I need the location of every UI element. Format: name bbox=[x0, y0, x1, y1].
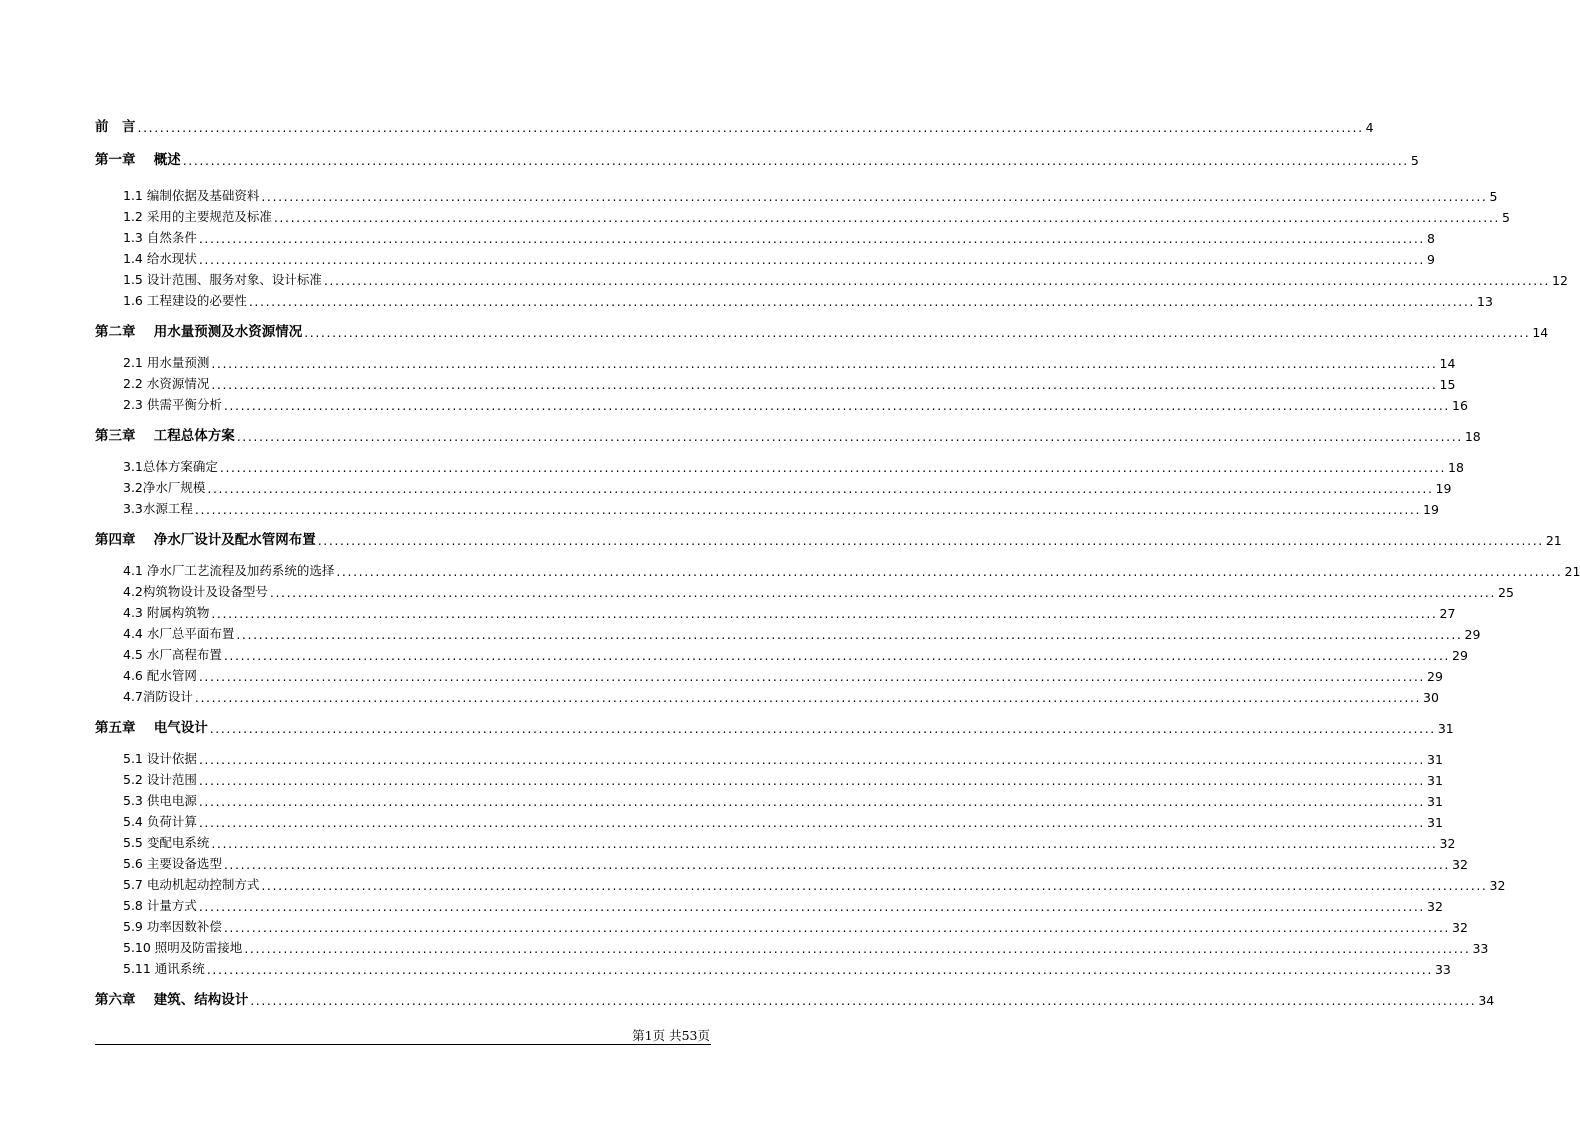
toc-entry-page-number: 8 bbox=[1427, 231, 1435, 246]
toc-entry-page-number: 5 bbox=[1410, 153, 1419, 168]
toc-chapter-entry[interactable] bbox=[95, 426, 1481, 444]
toc-entry-page-number: 14 bbox=[1532, 325, 1549, 340]
dot-leader: ............................................................................................................................................................................................................................ bbox=[198, 773, 1426, 788]
dot-leader: ............................................................................................................................................................................................................................ bbox=[323, 273, 1551, 288]
dot-leader: ............................................................................................................................................................................................................................ bbox=[236, 627, 1463, 642]
toc-entry-page-number: 30 bbox=[1423, 690, 1439, 705]
toc-entry-title: 4.5 水厂高程布置 bbox=[123, 647, 222, 662]
toc-chapter-entry[interactable] bbox=[95, 117, 1374, 135]
dot-leader: ............................................................................................................................................................................................................................ bbox=[223, 857, 1451, 872]
toc-section-entry[interactable] bbox=[123, 959, 1451, 977]
dot-leader: ............................................................................................................................................................................................................................ bbox=[223, 398, 1451, 413]
toc-entry-page-number: 21 bbox=[1564, 564, 1580, 579]
toc-entry-page-number: 19 bbox=[1423, 502, 1439, 517]
dot-leader: ............................................................................................................................................................................................................................ bbox=[317, 533, 1544, 548]
toc-section-entry[interactable] bbox=[123, 499, 1439, 517]
toc-section-entry[interactable] bbox=[123, 603, 1456, 621]
toc-entry-title: 1.6 工程建设的必要性 bbox=[123, 293, 247, 308]
toc-entry-title: 5.6 主要设备选型 bbox=[123, 856, 222, 871]
dot-leader: ............................................................................................................................................................................................................................ bbox=[304, 325, 1531, 340]
toc-entry-title: 5.2 设计范围 bbox=[123, 772, 197, 787]
dot-leader: ............................................................................................................................................................................................................................ bbox=[211, 606, 1438, 621]
toc-entry-page-number: 31 bbox=[1427, 752, 1443, 767]
dot-leader: ............................................................................................................................................................................................................................ bbox=[261, 878, 1488, 893]
toc-section-entry[interactable] bbox=[123, 791, 1443, 809]
toc-entry-page-number: 31 bbox=[1437, 721, 1454, 736]
toc-entry-title: 1.5 设计范围、服务对象、设计标准 bbox=[123, 272, 322, 287]
dot-leader: ............................................................................................................................................................................................................................ bbox=[198, 252, 1426, 267]
dot-leader: ............................................................................................................................................................................................................................ bbox=[211, 377, 1438, 392]
dot-leader: ............................................................................................................................................................................................................................ bbox=[248, 294, 1476, 309]
toc-entry-title: 第六章 建筑、结构设计 bbox=[95, 992, 249, 1008]
toc-entry-title: 1.2 采用的主要规范及标准 bbox=[123, 209, 272, 224]
toc-entry-title: 2.1 用水量预测 bbox=[123, 355, 210, 370]
toc-entry-page-number: 31 bbox=[1427, 794, 1443, 809]
dot-leader: ............................................................................................................................................................................................................................ bbox=[198, 669, 1426, 684]
toc-section-entry[interactable] bbox=[123, 457, 1464, 475]
toc-entry-title: 第三章 工程总体方案 bbox=[95, 428, 235, 444]
toc-section-entry[interactable] bbox=[123, 624, 1481, 642]
toc-entry-page-number: 34 bbox=[1478, 993, 1495, 1008]
toc-section-entry[interactable] bbox=[123, 561, 1580, 579]
toc-section-entry[interactable] bbox=[123, 353, 1456, 371]
toc-entry-page-number: 32 bbox=[1439, 836, 1456, 851]
toc-chapter-entry[interactable] bbox=[95, 150, 1419, 168]
toc-entry-title: 5.11 通讯系统 bbox=[123, 961, 205, 976]
dot-leader: ............................................................................................................................................................................................................................ bbox=[137, 120, 1364, 135]
toc-section-entry[interactable] bbox=[123, 687, 1439, 705]
toc-entry-title: 5.3 供电电源 bbox=[123, 793, 197, 808]
toc-entry-title: 5.7 电动机起动控制方式 bbox=[123, 877, 260, 892]
toc-entry-title: 4.6 配水管网 bbox=[123, 668, 197, 683]
toc-section-entry[interactable] bbox=[123, 228, 1435, 246]
toc-section-entry[interactable] bbox=[123, 770, 1443, 788]
dot-leader: ............................................................................................................................................................................................................................ bbox=[182, 153, 1409, 168]
toc-section-entry[interactable] bbox=[123, 666, 1443, 684]
toc-entry-page-number: 19 bbox=[1435, 481, 1452, 496]
dot-leader: ............................................................................................................................................................................................................................ bbox=[198, 752, 1426, 767]
toc-entry-title: 1.1 编制依据及基础资料 bbox=[123, 188, 260, 203]
toc-entry-page-number: 25 bbox=[1498, 585, 1514, 600]
toc-entry-page-number: 29 bbox=[1427, 669, 1443, 684]
toc-entry-page-number: 12 bbox=[1552, 273, 1568, 288]
toc-entry-title: 2.2 水资源情况 bbox=[123, 376, 210, 391]
toc-section-entry[interactable] bbox=[123, 270, 1568, 288]
toc-entry-title: 第二章 用水量预测及水资源情况 bbox=[95, 324, 303, 340]
toc-entry-title: 5.10 照明及防雷接地 bbox=[123, 940, 243, 955]
toc-section-entry[interactable] bbox=[123, 249, 1435, 267]
toc-entry-title: 4.2构筑物设计及设备型号 bbox=[123, 584, 268, 599]
toc-section-entry[interactable] bbox=[123, 812, 1443, 830]
dot-leader: ............................................................................................................................................................................................................................ bbox=[211, 356, 1438, 371]
dot-leader: ............................................................................................................................................................................................................................ bbox=[209, 721, 1436, 736]
toc-entry-page-number: 18 bbox=[1464, 429, 1481, 444]
toc-entry-title: 4.1 净水厂工艺流程及加药系统的选择 bbox=[123, 563, 335, 578]
toc-entry-page-number: 13 bbox=[1477, 294, 1493, 309]
toc-entry-title: 2.3 供需平衡分析 bbox=[123, 397, 222, 412]
toc-entry-page-number: 32 bbox=[1489, 878, 1506, 893]
toc-entry-page-number: 33 bbox=[1434, 962, 1451, 977]
toc-entry-page-number: 5 bbox=[1502, 210, 1510, 225]
toc-section-entry[interactable] bbox=[123, 478, 1452, 496]
toc-section-entry[interactable] bbox=[123, 938, 1489, 956]
toc-entry-title: 4.7消防设计 bbox=[123, 689, 193, 704]
dot-leader: ............................................................................................................................................................................................................................ bbox=[219, 460, 1447, 475]
dot-leader: ............................................................................................................................................................................................................................ bbox=[336, 564, 1563, 579]
dot-leader: ............................................................................................................................................................................................................................ bbox=[207, 481, 1434, 496]
toc-entry-page-number: 29 bbox=[1464, 627, 1481, 642]
dot-leader: ............................................................................................................................................................................................................................ bbox=[244, 941, 1471, 956]
toc-entry-page-number: 31 bbox=[1427, 815, 1443, 830]
toc-entry-title: 5.9 功率因数补偿 bbox=[123, 919, 222, 934]
toc-section-entry[interactable] bbox=[123, 645, 1468, 663]
toc-entry-title: 5.8 计量方式 bbox=[123, 898, 197, 913]
toc-chapter-entry[interactable] bbox=[95, 718, 1454, 736]
dot-leader: ............................................................................................................................................................................................................................ bbox=[261, 189, 1488, 204]
toc-entry-page-number: 33 bbox=[1472, 941, 1489, 956]
toc-entry-title: 3.1总体方案确定 bbox=[123, 459, 218, 474]
toc-entry-page-number: 29 bbox=[1452, 648, 1468, 663]
toc-section-entry[interactable] bbox=[123, 896, 1443, 914]
dot-leader: ............................................................................................................................................................................................................................ bbox=[194, 690, 1422, 705]
toc-entry-title: 第五章 电气设计 bbox=[95, 720, 208, 736]
toc-entry-page-number: 32 bbox=[1427, 899, 1443, 914]
toc-section-entry[interactable] bbox=[123, 374, 1456, 392]
toc-section-entry[interactable] bbox=[123, 875, 1506, 893]
toc-entry-page-number: 31 bbox=[1427, 773, 1443, 788]
toc-section-entry[interactable] bbox=[123, 833, 1456, 851]
dot-leader: ............................................................................................................................................................................................................................ bbox=[223, 648, 1451, 663]
toc-entry-page-number: 18 bbox=[1448, 460, 1464, 475]
toc-entry-page-number: 32 bbox=[1452, 920, 1468, 935]
toc-section-entry[interactable] bbox=[123, 207, 1510, 225]
toc-entry-title: 3.3水源工程 bbox=[123, 501, 193, 516]
dot-leader: ............................................................................................................................................................................................................................ bbox=[223, 920, 1451, 935]
toc-entry-title: 4.4 水厂总平面布置 bbox=[123, 626, 235, 641]
toc-section-entry[interactable] bbox=[123, 291, 1493, 309]
toc-chapter-entry[interactable] bbox=[95, 530, 1562, 548]
footer-divider bbox=[95, 1044, 711, 1045]
toc-entry-page-number: 16 bbox=[1452, 398, 1468, 413]
dot-leader: ............................................................................................................................................................................................................................ bbox=[194, 502, 1422, 517]
toc-entry-title: 1.3 自然条件 bbox=[123, 230, 197, 245]
toc-entry-title: 5.4 负荷计算 bbox=[123, 814, 197, 829]
toc-entry-page-number: 21 bbox=[1545, 533, 1562, 548]
dot-leader: ............................................................................................................................................................................................................................ bbox=[250, 993, 1477, 1008]
toc-entry-page-number: 15 bbox=[1439, 377, 1456, 392]
toc-entry-page-number: 5 bbox=[1489, 189, 1498, 204]
toc-entry-page-number: 14 bbox=[1439, 356, 1456, 371]
dot-leader: ............................................................................................................................................................................................................................ bbox=[273, 210, 1501, 225]
toc-section-entry[interactable] bbox=[123, 186, 1498, 204]
dot-leader: ............................................................................................................................................................................................................................ bbox=[236, 429, 1463, 444]
toc-chapter-entry[interactable] bbox=[95, 990, 1495, 1008]
toc-chapter-entry[interactable] bbox=[95, 322, 1549, 340]
toc-entry-title: 第一章 概述 bbox=[95, 152, 181, 168]
toc-section-entry[interactable] bbox=[123, 854, 1468, 872]
dot-leader: ............................................................................................................................................................................................................................ bbox=[198, 815, 1426, 830]
toc-entry-page-number: 27 bbox=[1439, 606, 1456, 621]
toc-entry-title: 4.3 附属构筑物 bbox=[123, 605, 210, 620]
toc-entry-page-number: 9 bbox=[1427, 252, 1435, 267]
dot-leader: ............................................................................................................................................................................................................................ bbox=[211, 836, 1438, 851]
toc-section-entry[interactable] bbox=[123, 395, 1468, 413]
toc-entry-title: 1.4 给水现状 bbox=[123, 251, 197, 266]
toc-entry-page-number: 32 bbox=[1452, 857, 1468, 872]
toc-entry-title: 前 言 bbox=[95, 119, 136, 135]
dot-leader: ............................................................................................................................................................................................................................ bbox=[198, 231, 1426, 246]
dot-leader: ............................................................................................................................................................................................................................ bbox=[269, 585, 1497, 600]
toc-section-entry[interactable] bbox=[123, 582, 1514, 600]
page-indicator: 第1页 共53页 bbox=[632, 1028, 710, 1043]
dot-leader: ............................................................................................................................................................................................................................ bbox=[198, 899, 1426, 914]
toc-entry-title: 5.5 变配电系统 bbox=[123, 835, 210, 850]
dot-leader: ............................................................................................................................................................................................................................ bbox=[206, 962, 1433, 977]
toc-section-entry[interactable] bbox=[123, 749, 1443, 767]
toc-entry-page-number: 4 bbox=[1365, 120, 1374, 135]
toc-section-entry[interactable] bbox=[123, 917, 1468, 935]
dot-leader: ............................................................................................................................................................................................................................ bbox=[198, 794, 1426, 809]
toc-entry-title: 5.1 设计依据 bbox=[123, 751, 197, 766]
toc-entry-title: 第四章 净水厂设计及配水管网布置 bbox=[95, 532, 316, 548]
toc-entry-title: 3.2净水厂规模 bbox=[123, 480, 206, 495]
